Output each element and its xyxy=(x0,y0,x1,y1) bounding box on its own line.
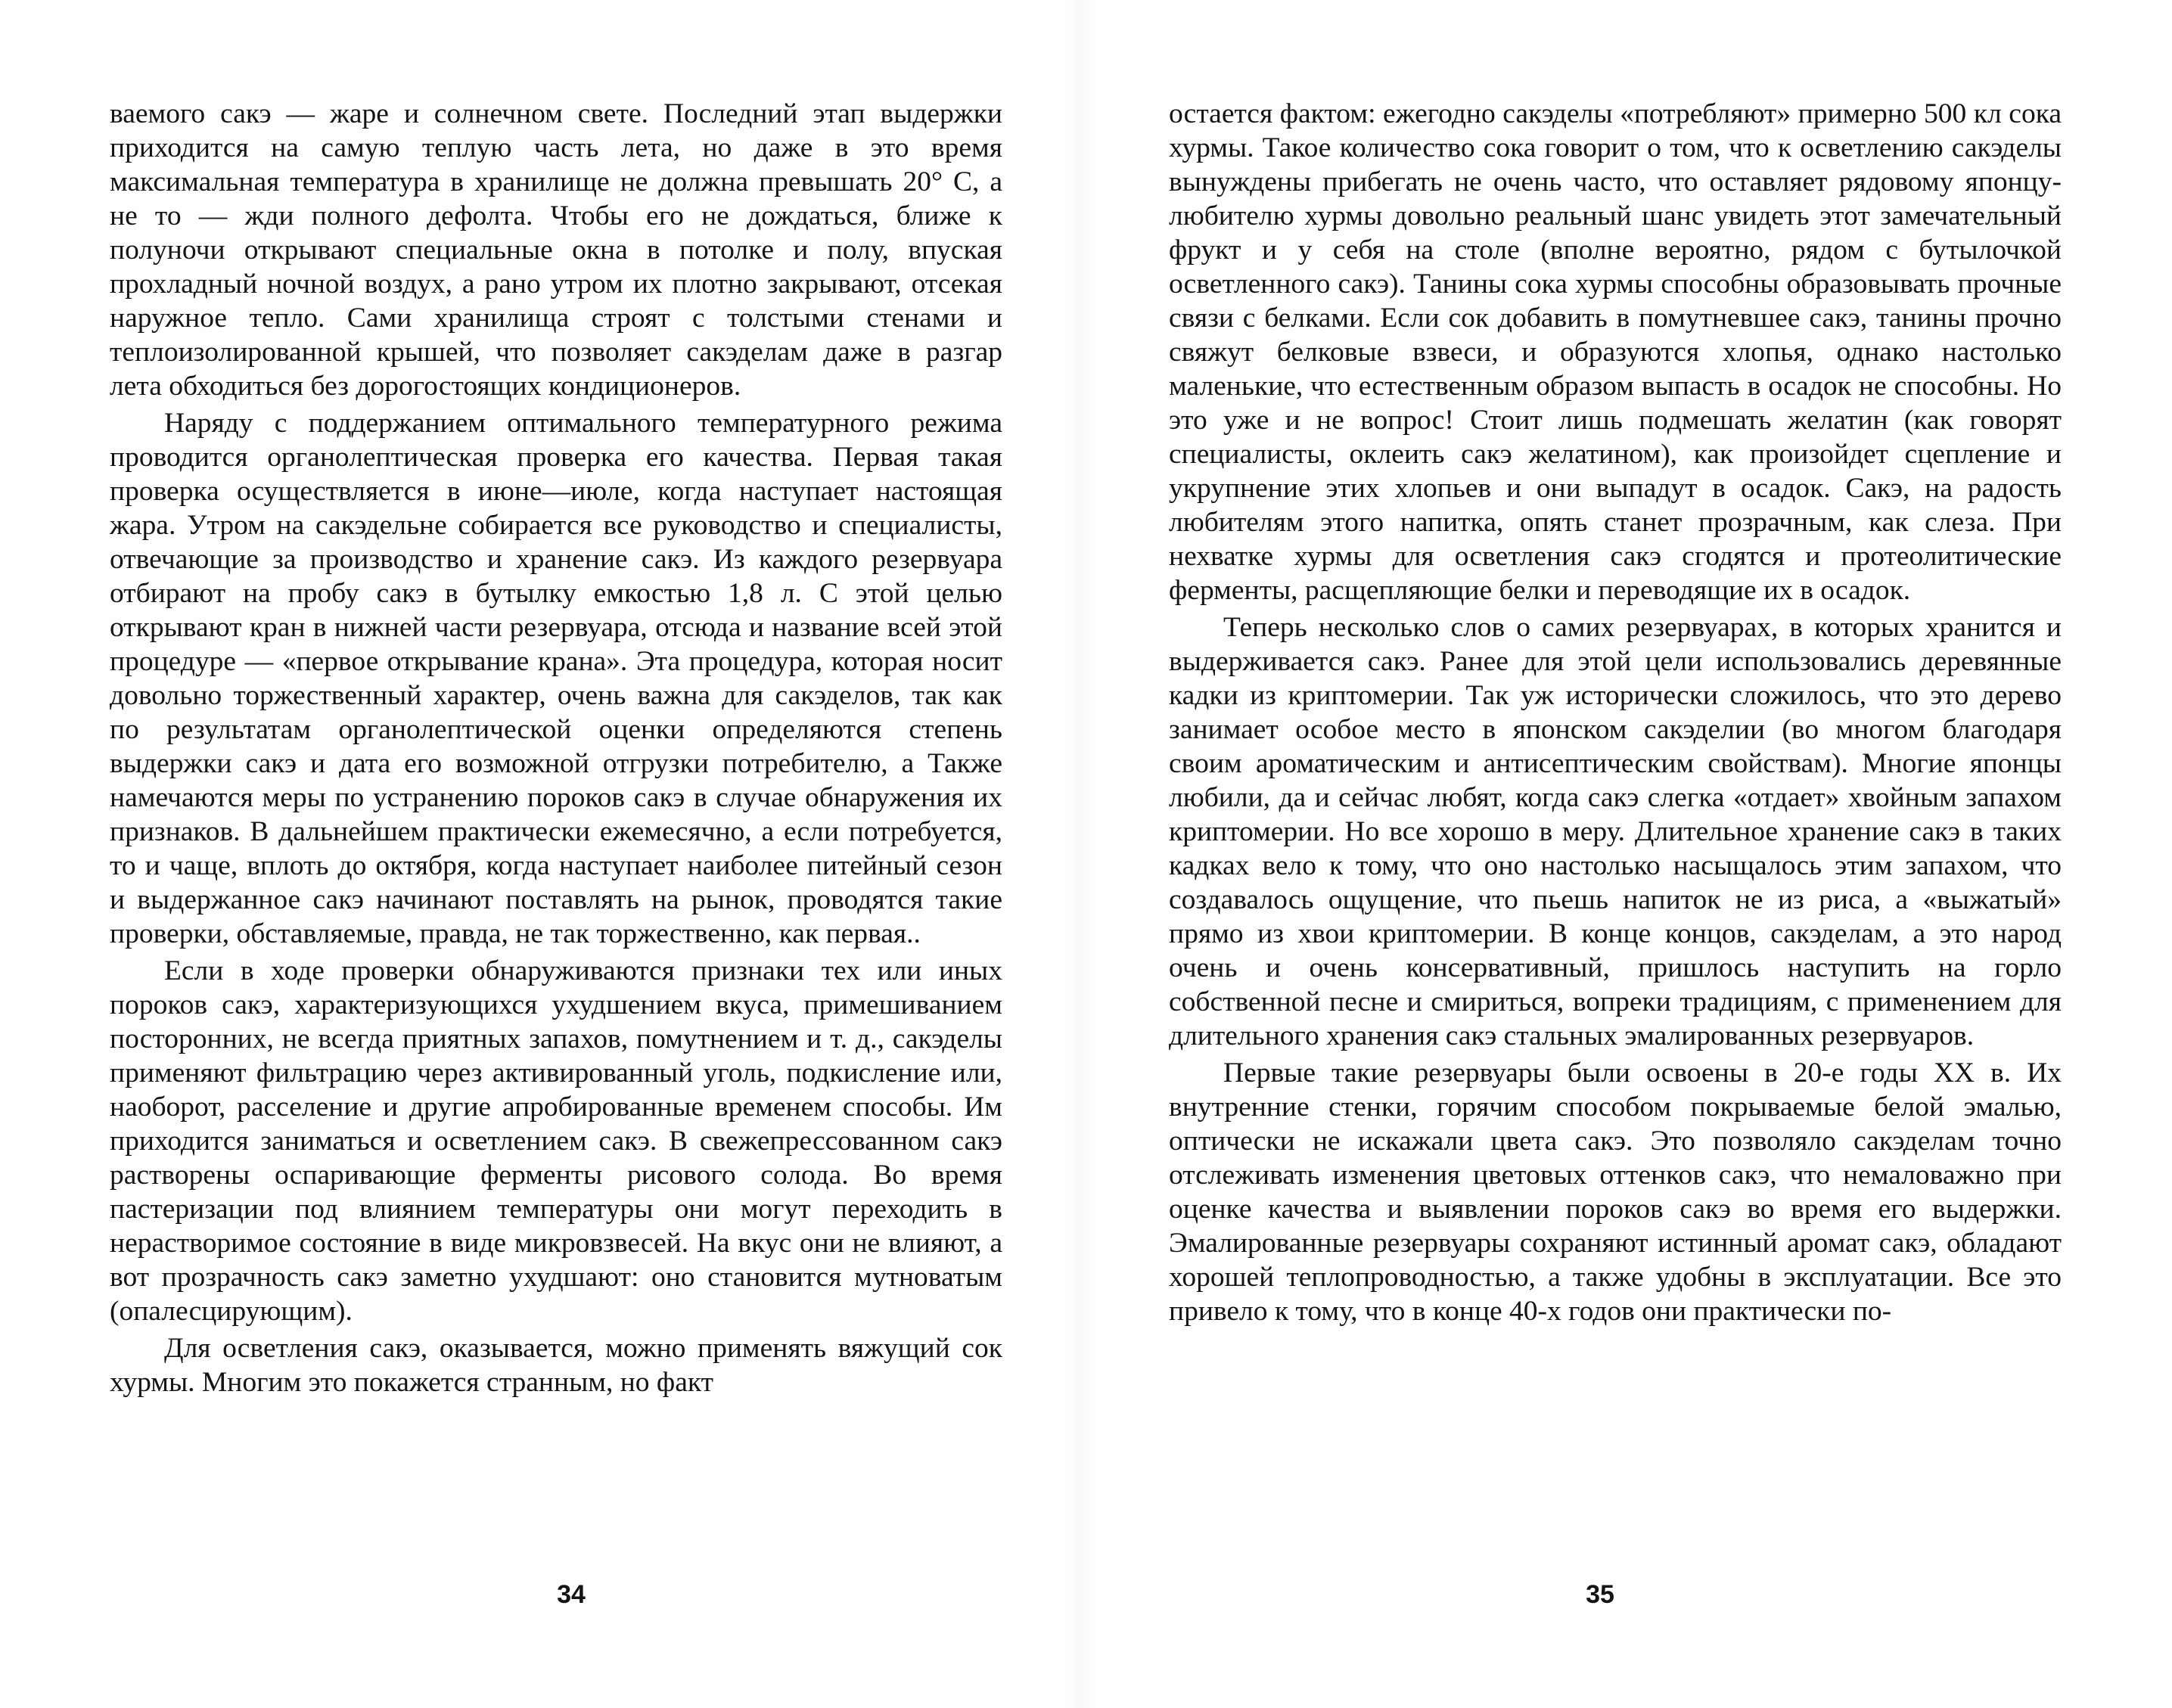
page-number-right: 35 xyxy=(1586,1580,1614,1609)
right-paragraph-1: остается фактом: ежегодно сакэделы «потребляют» примерно 500 кл сока хурмы. Такое количество сока говорит о том, что к осветлению сакэделы вынуждены прибегать не очень часто, что оставляет рядовому японцу-любителю хурмы довольно реальный шанс увидеть этот замечательный фрукт и у себя на столе (вполне вероятно, рядом с бутылочкой осветленного сакэ). Танины сока хурмы способны образовывать прочные связи с белками. Если сок добавить в помутневшее сакэ, танины прочно свяжут белковые взвеси, и образуются хлопья, однако настолько маленькие, что естественным образом выпасть в осадок не способны. Но это уже и не вопрос! Стоит лишь подмешать желатин (как говорят специалисты, оклеить сакэ желатином), как произойдет сцепление и укрупнение этих хлопьев и они выпадут в осадок. Сакэ, на радость любителям этого напитка, опять станет прозрачным, как слеза. При нехватке хурмы для осветления сакэ сгодятся и протеолитические ферменты, расщепляющие белки и переводящие их в осадок. xyxy=(1169,98,2062,606)
right-page xyxy=(1169,97,2062,1632)
left-page xyxy=(110,97,1002,1632)
left-paragraph-3: Если в ходе проверки обнаруживаются признаки тех или иных пороков сакэ, характеризующихся ухудшением вкуса, примешиванием посторонних, не всегда приятных запахов, помутнением и т. д., сакэделы применяют фильтрацию через активированный уголь, подкисление или, наоборот, расселение и другие апробированные временем способы. Им приходится заниматься и осветлением сакэ. В свежепрессованном сакэ растворены оспаривающие ферменты рисового солода. Во время пастеризации под влиянием температуры они могут переходить в нерастворимое состояние в виде микровзвесей. На вкус они не влияют, а вот прозрачность сакэ заметно ухудшают: оно становится мутноватым (опалесцирующим). xyxy=(110,955,1002,1327)
right-paragraph-2: Теперь несколько слов о самих резервуарах, в которых хранится и выдерживается сакэ. Ранее для этой цели использовались деревянные кадки из криптомерии. Так уж исторически сложилось, что это дерево занимает особое место в японском сакэделии (во многом благодаря своим ароматическим и антисептическим свойствам). Многие японцы любили, да и сейчас любят, когда сакэ слегка «отдает» хвойным запахом криптомерии. Но все хорошо в меру. Длительное хранение сакэ в таких кадках вело к тому, что оно настолько насыщалось этим запахом, что создавалось ощущение, что пьешь напиток не из риса, а «выжатый» прямо из хвои криптомерии. В конце концов, сакэделам, а это народ очень и очень консервативный, пришлось наступить на горло собственной песне и смириться, вопреки традициям, с применением для длительного хранения сакэ стальных эмалированных резервуаров. xyxy=(1169,612,2062,1051)
left-paragraph-4: Для осветления сакэ, оказывается, можно применять вяжущий сок хурмы. Многим это покажется странным, но факт xyxy=(110,1333,1002,1398)
gutter-shadow xyxy=(1065,0,1095,1708)
left-paragraph-2: Наряду с поддержанием оптимального температурного режима проводится органолептическая проверка его качества. Первая такая проверка осуществляется в июне—июле, когда наступает настоящая жара. Утром на сакэдельне собирается все руководство и специалисты, отвечающие за производство и хранение сакэ. Из каждого резервуара отбирают на пробу сакэ в бутылку емкостью 1,8 л. С этой целью открывают кран в нижней части резервуара, отсюда и название всей этой процедуре — «первое открывание крана». Эта процедура, которая носит довольно торжественный характер, очень важна для сакэделов, так как по результатам органолептической оценки определяются степень выдержки сакэ и дата его возможной отгрузки потребителю, а Также намечаются меры по устранению пороков сакэ в случае обнаружения их признаков. В дальнейшем практически ежемесячно, а если потребуется, то и чаще, вплоть до октября, когда наступает наиболее питейный сезон и выдержанное сакэ начинают поставлять на рынок, проводятся такие проверки, обставляемые, правда, не так торжественно, как первая.. xyxy=(110,408,1002,949)
left-paragraph-1: ваемого сакэ — жаре и солнечном свете. Последний этап выдержки приходится на самую теплую часть лета, но даже в это время максимальная температура в хранилище не должна превышать 20° С, а не то — жди полного дефолта. Чтобы его не дождаться, ближе к полуночи открывают специальные окна в потолке и полу, впуская прохладный ночной воздух, а рано утром их плотно закрывают, отсекая наружное тепло. Сами хранилища строят с толстыми стенами и теплоизолированной крышей, что позволяет сакэделам даже в разгар лета обходиться без дорогостоящих кондиционеров. xyxy=(110,98,1002,402)
page-number-left: 34 xyxy=(557,1580,586,1609)
right-paragraph-3: Первые такие резервуары были освоены в 20-е годы XX в. Их внутренние стенки, горячим способом покрываемые белой эмалью, оптически не искажали цвета сакэ. Это позволяло сакэделам точно отслеживать изменения цветовых оттенков сакэ, что немаловажно при оценке качества и выявлении пороков сакэ во время его выдержки. Эмалированные резервуары сохраняют истинный аромат сакэ, обладают хорошей теплопроводностью, а также удобны в эксплуатации. Все это привело к тому, что в конце 40-х годов они практически по- xyxy=(1169,1057,2062,1327)
